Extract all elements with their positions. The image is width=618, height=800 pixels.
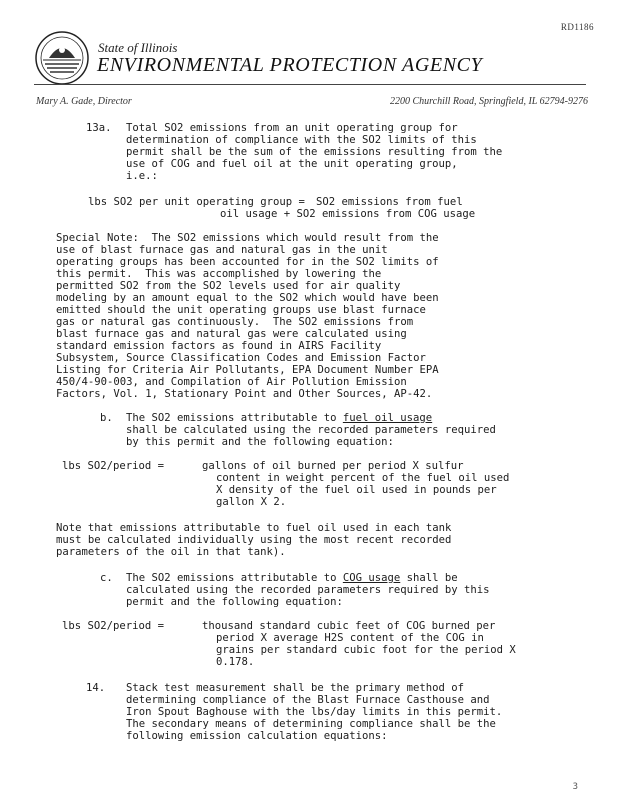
text-line: parameters of the oil in that tank). [56,546,286,558]
text-span: The SO2 emissions attributable to [126,572,343,584]
equation-rhs: content in weight percent of the fuel oil used [216,472,510,484]
text-line: Factors, Vol. 1, Stationary Point and Other Sources, AP-42. [56,388,433,400]
section-label: c. [100,572,113,584]
text-line: blast furnace gas and natural gas were calculated using [56,328,407,340]
text-line: determination of compliance with the SO2 limits of this [126,134,477,146]
text-line: standard emission factors as found in AIRS Facility [56,340,382,352]
text-line: Special Note: The SO2 emissions which would result from the [56,232,439,244]
text-line: this permit. This was accomplished by lowering the [56,268,382,280]
text-line [126,412,432,424]
text-line: determining compliance of the Blast Furnace Casthouse and [126,694,490,706]
equation-rhs: SO2 emissions from fuel [316,196,463,208]
equation-rhs: oil usage + SO2 emissions from COG usage [220,208,476,220]
underlined-term: fuel oil usage [342,412,433,424]
text-line: by this permit and the following equation: [126,436,394,448]
text-line [126,572,458,584]
text-line: permit shall be the sum of the emissions resulting from the [126,146,503,158]
text-line: Stack test measurement shall be the primary method of [126,682,465,694]
section-label: b. [100,412,113,424]
section-label: 14. [86,682,106,694]
text-line: shall be calculated using the recorded parameters required [126,424,496,436]
equation-lhs: lbs SO2/period = [62,460,165,472]
equation-rhs: period X average H2S content of the COG in [216,632,484,644]
text-line: use of blast furnace gas and natural gas in the unit [56,244,388,256]
text-line: must be calculated individually using the most recent recorded [56,534,452,546]
equation-rhs: thousand standard cubic feet of COG burned per [202,620,496,632]
text-line: The secondary means of determining compliance shall be the [126,718,496,730]
text-line: Listing for Criteria Air Pollutants, EPA Document Number EPA [56,364,439,376]
section-label: 13a. [86,122,112,134]
text-line: Total SO2 emissions from an unit operating group for [126,122,458,134]
text-line: modeling by an amount equal to the SO2 which would have been [56,292,439,304]
text-line: Subsystem, Source Classification Codes and Emission Factor [56,352,426,364]
document-id: RD1186 [560,22,594,32]
text-line: permit and the following equation: [126,596,343,608]
equation-rhs: gallons of oil burned per period X sulfur [202,460,464,472]
equation-rhs: gallon X 2. [216,496,287,508]
text-line: gas or natural gas continuously. The SO2 emissions from [56,316,414,328]
equation-lhs: lbs SO2/period = [62,620,165,632]
text-span: The SO2 emissions attributable to [126,412,343,424]
equation-lhs: lbs SO2 per unit operating group = [88,196,305,208]
equation-rhs: grains per standard cubic foot for the period X [216,644,516,656]
director-name: Mary A. Gade, Director [36,96,132,107]
text-line: calculated using the recorded parameters required by this [126,584,490,596]
text-line: operating groups has been accounted for in the SO2 limits of [56,256,439,268]
equation-rhs: 0.178. [216,656,255,668]
state-name: State of Illinois [98,40,178,55]
text-line: Note that emissions attributable to fuel oil used in each tank [56,522,452,534]
text-line: following emission calculation equations: [126,730,388,742]
text-line: emitted should the unit operating groups use blast furnace [56,304,426,316]
agency-name: ENVIRONMENTAL PROTECTION AGENCY [97,54,483,76]
text-line: use of COG and fuel oil at the unit operating group, [126,158,458,170]
text-line: permitted SO2 from the SO2 levels used for air quality [56,280,401,292]
underlined-term: COG usage [342,572,401,584]
text-span: shall be [400,572,458,584]
text-line: i.e.: [126,170,158,182]
equation-rhs: X density of the fuel oil used in pounds per [216,484,497,496]
page-mark: 3 [572,782,578,792]
text-line: Iron Spout Baghouse with the lbs/day limits in this permit. [126,706,503,718]
text-line: 450/4-90-003, and Compilation of Air Pollution Emission [56,376,407,388]
agency-address: 2200 Churchill Road, Springfield, IL 62794-9276 [389,96,588,107]
